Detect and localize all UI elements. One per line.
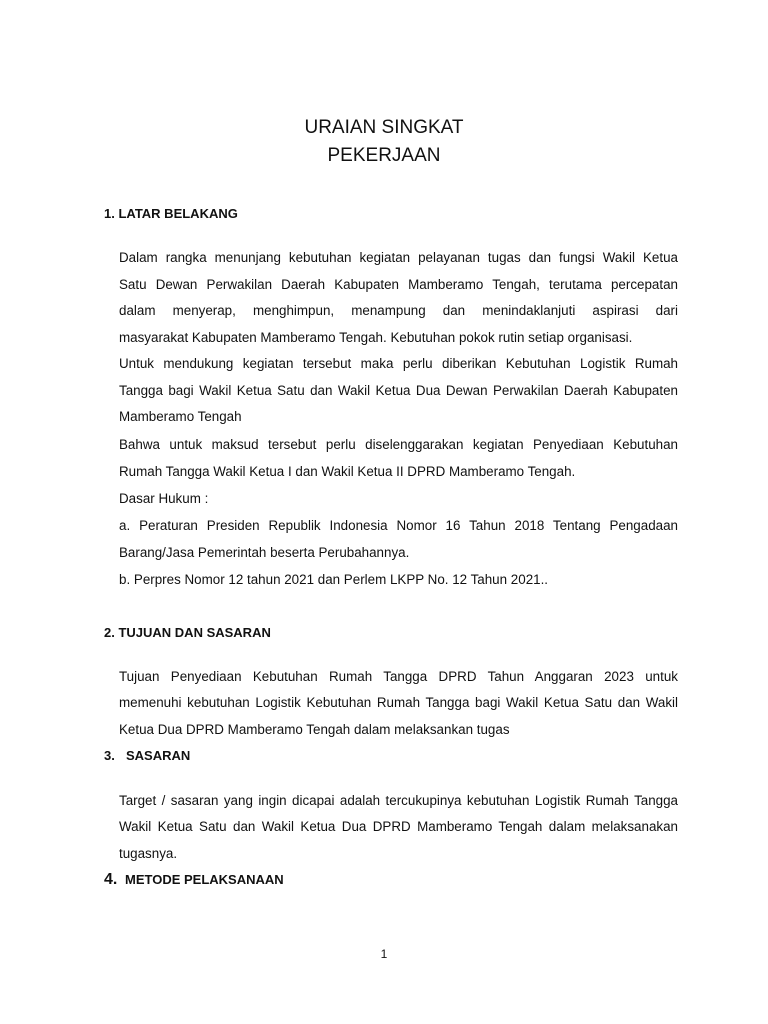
sasaran-line-3: tugasnya. — [119, 846, 178, 861]
dasar-hukum-label: Dasar Hukum : — [119, 491, 209, 506]
tujuan-line-1: Tujuan Penyediaan Kebutuhan Rumah Tangga DPRD Tahun Anggaran 2023 untuk — [119, 669, 678, 684]
sasaran-line-2: Wakil Ketua Satu dan Wakil Ketua Dua DPRD Mamberamo Tengah dalam melaksanakan — [119, 819, 678, 834]
latar-p1-line-4: masyarakat Kabupaten Mamberamo Tengah. Kebutuhan pokok rutin setiap organisasi. — [119, 330, 633, 345]
heading-sasaran-number: 3. — [104, 748, 115, 763]
latar-p2-line-3: Mamberamo Tengah — [119, 409, 242, 424]
latar-p2-line-2: Tangga bagi Wakil Ketua Satu dan Wakil Ketua Dua Dewan Perwakilan Daerah Kabupaten — [119, 383, 678, 398]
tujuan-line-2: memenuhi kebutuhan Logistik Kebutuhan Rumah Tangga bagi Wakil Ketua Satu dan Wakil — [119, 695, 678, 710]
heading-metode-label: METODE PELAKSANAAN — [125, 872, 284, 887]
page-number: 1 — [380, 947, 388, 961]
latar-p3-line-2: Rumah Tangga Wakil Ketua I dan Wakil Ketua II DPRD Mamberamo Tengah. — [119, 464, 576, 479]
latar-p1-line-2: Satu Dewan Perwakilan Daerah Kabupaten Mamberamo Tengah, terutama percepatan — [119, 277, 678, 292]
heading-latar-belakang: 1. LATAR BELAKANG — [104, 206, 238, 221]
dasar-hukum-item-b: b. Perpres Nomor 12 tahun 2021 dan Perlem LKPP No. 12 Tahun 2021.. — [119, 572, 549, 587]
dasar-hukum-item-a-line-1: a. Peraturan Presiden Republik Indonesia Nomor 16 Tahun 2018 Tentang Pengadaan — [119, 518, 678, 533]
latar-p1-line-3: dalam menyerap, menghimpun, menampung dan menindaklanjuti aspirasi dari — [119, 303, 678, 318]
heading-metode-number: 4. — [104, 871, 118, 888]
latar-p1-line-1: Dalam rangka menunjang kebutuhan kegiatan pelayanan tugas dan fungsi Wakil Ketua — [119, 250, 678, 265]
latar-p3-line-1: Bahwa untuk maksud tersebut perlu diselenggarakan kegiatan Penyediaan Kebutuhan — [119, 437, 678, 452]
heading-tujuan-dan-sasaran: 2. TUJUAN DAN SASARAN — [104, 625, 271, 640]
tujuan-line-3: Ketua Dua DPRD Mamberamo Tengah dalam melaksankan tugas — [119, 722, 510, 737]
dasar-hukum-item-a-line-2: Barang/Jasa Pemerintah beserta Perubahannya. — [119, 545, 410, 560]
heading-sasaran-label: SASARAN — [126, 748, 191, 763]
latar-p2-line-1: Untuk mendukung kegiatan tersebut maka perlu diberikan Kebutuhan Logistik Rumah — [119, 356, 678, 371]
heading-metode-pelaksanaan — [104, 872, 284, 888]
document-title-line-1: URAIAN SINGKAT — [304, 117, 464, 138]
heading-sasaran — [104, 748, 190, 764]
document-title-line-2: PEKERJAAN — [327, 145, 441, 166]
sasaran-line-1: Target / sasaran yang ingin dicapai adalah tercukupinya kebutuhan Logistik Rumah Tangga — [119, 793, 678, 808]
